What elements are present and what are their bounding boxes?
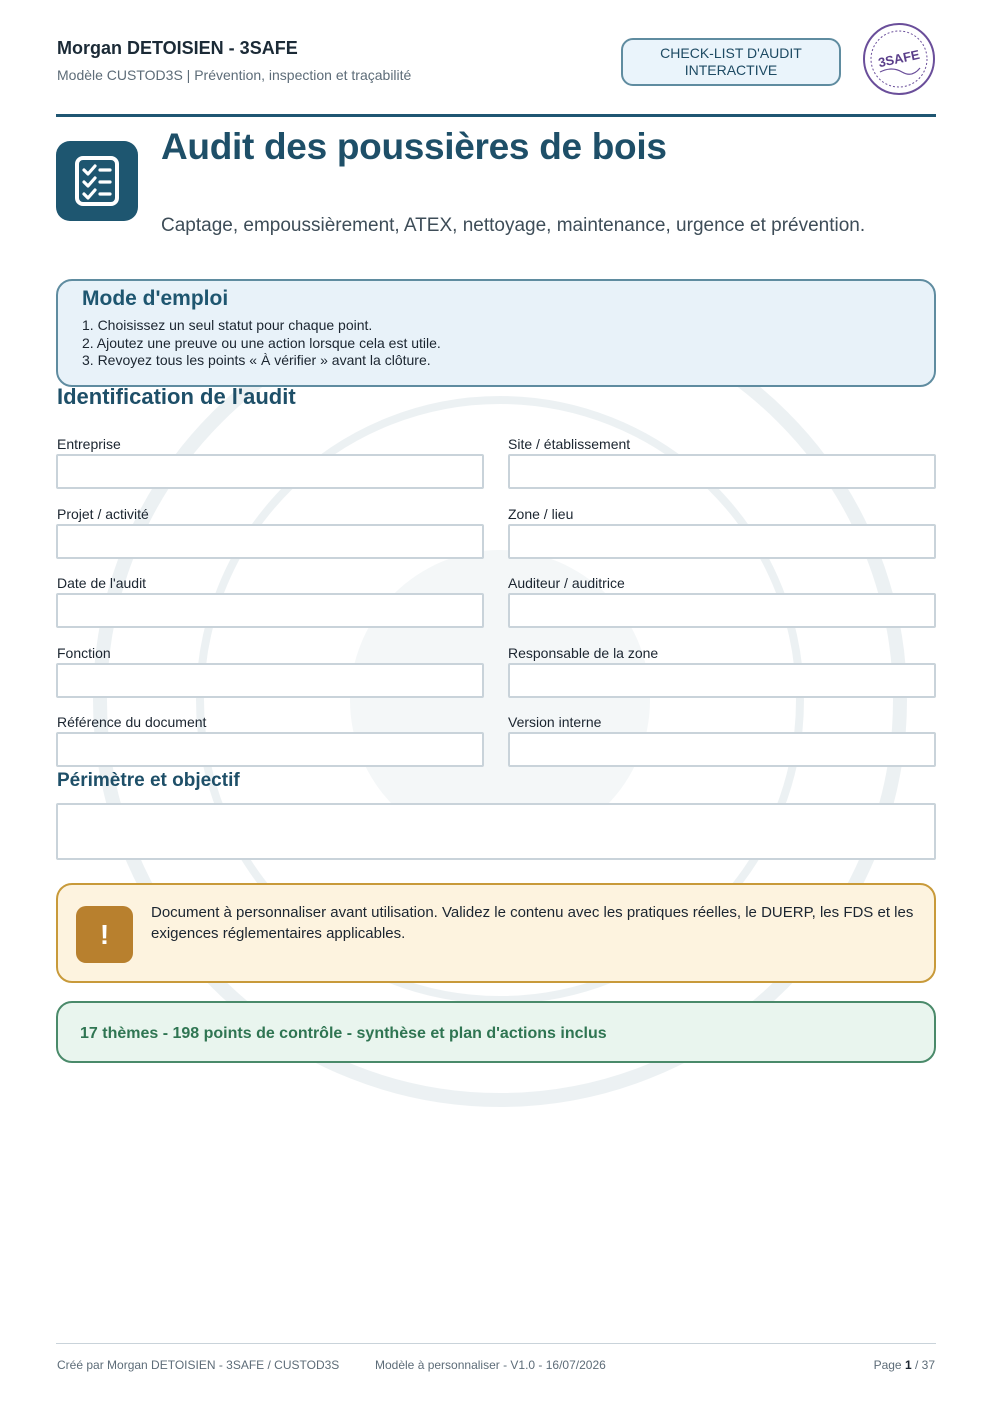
instructions-panel: [56, 279, 936, 387]
date-field[interactable]: [56, 593, 484, 628]
exclamation-icon: !: [76, 906, 133, 963]
projet-field[interactable]: [56, 524, 484, 559]
page-title: Audit des poussières de bois: [161, 126, 667, 167]
field-label-entreprise: Entreprise: [57, 436, 121, 452]
instruction-item: 1. Choisissez un seul statut pour chaque point.: [82, 317, 373, 333]
fonction-field[interactable]: [56, 663, 484, 698]
field-label-date: Date de l'audit: [57, 575, 147, 591]
footer-created-by: Créé par Morgan DETOISIEN - 3SAFE / CUSTOD3S: [57, 1358, 340, 1372]
checklist-badge: [621, 38, 841, 86]
warning-text: Document à personnaliser avant utilisation. Validez le contenu avec les pratiques réelles, le DUERP, les FDS et les exigences réglementaires applicables.: [151, 904, 914, 942]
page-separator: /: [911, 1358, 922, 1372]
warning-panel: [56, 883, 936, 983]
badge-line-1: CHECK-LIST D'AUDIT: [660, 45, 802, 61]
page-current: 1: [904, 1358, 912, 1372]
entreprise-field[interactable]: [56, 454, 484, 489]
reference-field[interactable]: [56, 732, 484, 767]
responsable-field[interactable]: [508, 663, 936, 698]
field-label-auditeur: Auditeur / auditrice: [508, 575, 625, 591]
seal-text: 3SAFE: [876, 46, 921, 71]
company-seal-logo: [862, 22, 936, 96]
scope-textarea[interactable]: [56, 803, 936, 860]
identification-heading: Identification de l'audit: [57, 384, 296, 409]
header-divider: [56, 114, 936, 117]
field-label-projet: Projet / activité: [57, 506, 149, 522]
field-label-site: Site / établissement: [508, 436, 631, 452]
summary-text: 17 thèmes - 198 points de contrôle - synthèse et plan d'actions inclus: [80, 1025, 607, 1042]
checklist-icon: [56, 141, 138, 221]
instruction-item: 2. Ajoutez une preuve ou une action lorsque cela est utile.: [82, 334, 441, 351]
instruction-item: 3. Revoyez tous les points « À vérifier » avant la clôture.: [82, 352, 431, 368]
field-label-reference: Référence du document: [57, 714, 207, 730]
page-prefix: Page: [873, 1358, 905, 1372]
page-subtitle: Captage, empoussièrement, ATEX, nettoyage, maintenance, urgence et prévention.: [161, 215, 866, 236]
footer-page-number: [874, 1358, 935, 1372]
field-label-zone: Zone / lieu: [508, 506, 574, 522]
summary-panel: [56, 1001, 936, 1063]
model-subtitle: Modèle CUSTOD3S | Prévention, inspection et traçabilité: [57, 67, 412, 83]
version-field[interactable]: [508, 732, 936, 767]
badge-line-2: INTERACTIVE: [684, 62, 778, 78]
instructions-title: Mode d'emploi: [82, 287, 229, 310]
footer-model-version: Modèle à personnaliser - V1.0 - 16/07/2026: [375, 1358, 606, 1372]
field-label-version: Version interne: [508, 714, 602, 730]
site-field[interactable]: [508, 454, 936, 489]
zone-field[interactable]: [508, 524, 936, 559]
field-label-fonction: Fonction: [57, 645, 111, 661]
auditeur-field[interactable]: [508, 593, 936, 628]
scope-heading: Périmètre et objectif: [57, 770, 240, 791]
page-total: 37: [921, 1358, 935, 1372]
instructions-list: [82, 317, 441, 370]
author-name: Morgan DETOISIEN - 3SAFE: [57, 38, 298, 58]
field-label-responsable: Responsable de la zone: [508, 645, 659, 661]
footer-divider: [56, 1343, 936, 1344]
